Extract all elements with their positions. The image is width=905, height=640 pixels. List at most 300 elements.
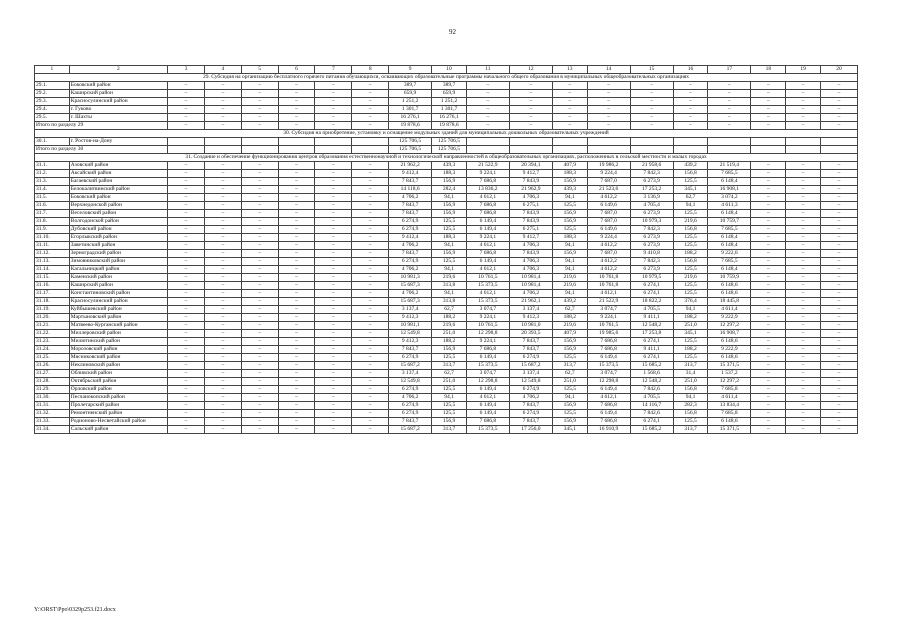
value-cell: – xyxy=(786,346,821,354)
district-name: Белокалитвинский район xyxy=(69,186,167,194)
value-cell: – xyxy=(168,362,205,370)
value-cell: 94,1 xyxy=(432,290,467,298)
value-cell: 439,3 xyxy=(552,186,587,194)
value-cell xyxy=(466,146,509,154)
row-number: 31.5. xyxy=(35,194,70,202)
value-cell: 1 251,2 xyxy=(432,98,467,106)
value-cell: – xyxy=(278,122,315,130)
value-cell xyxy=(552,146,587,154)
value-cell: 62,7 xyxy=(432,306,467,314)
value-cell: 6 148,6 xyxy=(708,338,751,346)
value-cell: – xyxy=(821,234,858,242)
value-cell xyxy=(241,146,278,154)
value-cell: 125,5 xyxy=(432,386,467,394)
value-cell: 9 410,8 xyxy=(630,250,673,258)
value-cell: – xyxy=(352,90,389,98)
value-cell: 219,6 xyxy=(552,322,587,330)
value-cell: – xyxy=(204,234,241,242)
value-cell: – xyxy=(786,362,821,370)
value-cell: – xyxy=(241,306,278,314)
value-cell: – xyxy=(278,90,315,98)
value-cell: – xyxy=(352,178,389,186)
value-cell: – xyxy=(168,186,205,194)
value-cell xyxy=(241,138,278,146)
value-cell: 156,9 xyxy=(432,250,467,258)
value-cell: – xyxy=(786,242,821,250)
value-cell: 12 298,8 xyxy=(466,330,509,338)
value-cell: – xyxy=(168,114,205,122)
value-cell: 219,6 xyxy=(552,282,587,290)
value-cell: – xyxy=(278,106,315,114)
value-cell xyxy=(630,138,673,146)
value-cell: 188,2 xyxy=(673,346,708,354)
value-cell: – xyxy=(278,98,315,106)
value-cell: – xyxy=(168,266,205,274)
value-cell: 94,1 xyxy=(432,266,467,274)
value-cell: – xyxy=(241,322,278,330)
table-row xyxy=(35,258,858,266)
value-cell: 125,5 xyxy=(673,282,708,290)
column-number-cell: 10 xyxy=(432,66,467,74)
value-cell: 125,5 xyxy=(673,354,708,362)
district-name: Миллеровский район xyxy=(69,330,167,338)
value-cell: – xyxy=(168,122,205,130)
value-cell: – xyxy=(204,82,241,90)
table-row xyxy=(35,226,858,234)
value-cell: 4 611,3 xyxy=(708,202,751,210)
value-cell: 156,9 xyxy=(552,346,587,354)
value-cell: 7 685,8 xyxy=(708,410,751,418)
value-cell: – xyxy=(278,114,315,122)
table-row xyxy=(35,218,858,226)
value-cell: 125,5 xyxy=(673,178,708,186)
value-cell: 9 222,9 xyxy=(708,346,751,354)
value-cell: – xyxy=(821,178,858,186)
value-cell: – xyxy=(241,362,278,370)
value-cell: – xyxy=(168,170,205,178)
value-cell: 156,9 xyxy=(552,218,587,226)
value-cell: – xyxy=(241,82,278,90)
value-cell: – xyxy=(673,82,708,90)
value-cell: – xyxy=(751,322,786,330)
value-cell: – xyxy=(751,386,786,394)
row-number: 31.25. xyxy=(35,354,70,362)
value-cell: – xyxy=(509,122,552,130)
value-cell: – xyxy=(466,90,509,98)
value-cell: 10 761,5 xyxy=(466,322,509,330)
value-cell: 156,8 xyxy=(673,226,708,234)
value-cell: 7 843,7 xyxy=(509,418,552,426)
value-cell: – xyxy=(168,394,205,402)
value-cell: 7 686,8 xyxy=(587,402,630,410)
value-cell: – xyxy=(278,178,315,186)
value-cell: – xyxy=(821,426,858,434)
value-cell: 19 878,6 xyxy=(432,122,467,130)
value-cell: 7 686,8 xyxy=(466,178,509,186)
value-cell: 156,9 xyxy=(432,418,467,426)
value-cell: – xyxy=(204,314,241,322)
value-cell: – xyxy=(352,354,389,362)
row-number: 31.16. xyxy=(35,282,70,290)
value-cell: – xyxy=(786,90,821,98)
value-cell: 219,6 xyxy=(673,218,708,226)
value-cell: – xyxy=(204,282,241,290)
file-path-footer: Y:\ORST\Ppo\0329p253.f21.docx xyxy=(34,607,116,613)
value-cell: – xyxy=(315,298,352,306)
value-cell: – xyxy=(751,98,786,106)
value-cell: – xyxy=(241,106,278,114)
value-cell: 3 074,2 xyxy=(708,194,751,202)
value-cell: – xyxy=(168,418,205,426)
value-cell: 9 224,1 xyxy=(466,338,509,346)
value-cell: 125,5 xyxy=(552,354,587,362)
value-cell: – xyxy=(786,122,821,130)
value-cell: 6 274,1 xyxy=(630,338,673,346)
table-row xyxy=(35,410,858,418)
value-cell: – xyxy=(786,266,821,274)
value-cell: 4 706,2 xyxy=(389,194,432,202)
value-cell: – xyxy=(786,378,821,386)
row-number: 31.28. xyxy=(35,378,70,386)
value-cell: 15 373,5 xyxy=(466,362,509,370)
value-cell: – xyxy=(352,306,389,314)
value-cell: – xyxy=(315,274,352,282)
value-cell: 7 843,7 xyxy=(509,346,552,354)
table-row xyxy=(35,354,858,362)
value-cell: – xyxy=(278,186,315,194)
value-cell xyxy=(352,138,389,146)
row-number: 31.17. xyxy=(35,290,70,298)
value-cell: – xyxy=(352,218,389,226)
value-cell: – xyxy=(786,426,821,434)
district-name: Сальский район xyxy=(69,426,167,434)
value-cell: 13 834,4 xyxy=(708,402,751,410)
district-name: Егорлыкский район xyxy=(69,234,167,242)
value-cell: 4 612,1 xyxy=(466,194,509,202)
value-cell: – xyxy=(786,218,821,226)
value-cell: 659,9 xyxy=(389,90,432,98)
column-number-cell: 15 xyxy=(630,66,673,74)
value-cell: – xyxy=(315,402,352,410)
value-cell: 10 979,5 xyxy=(630,274,673,282)
value-cell: – xyxy=(168,274,205,282)
value-cell: – xyxy=(168,98,205,106)
value-cell: 94,1 xyxy=(552,290,587,298)
value-cell: – xyxy=(352,346,389,354)
value-cell: 439,2 xyxy=(673,162,708,170)
value-cell: 4 706,3 xyxy=(509,242,552,250)
table-row xyxy=(35,106,858,114)
value-cell: – xyxy=(821,90,858,98)
district-name: Багаевский район xyxy=(69,178,167,186)
value-cell: – xyxy=(168,322,205,330)
value-cell: – xyxy=(278,378,315,386)
value-cell: – xyxy=(630,114,673,122)
budget-table xyxy=(34,65,858,434)
value-cell: – xyxy=(786,394,821,402)
row-number: 31.34. xyxy=(35,426,70,434)
value-cell: – xyxy=(751,106,786,114)
value-cell: 21 523,6 xyxy=(587,186,630,194)
value-cell: 3 137,4 xyxy=(509,306,552,314)
value-cell: – xyxy=(821,202,858,210)
value-cell: – xyxy=(315,362,352,370)
value-cell: – xyxy=(278,250,315,258)
value-cell: 6 274,9 xyxy=(389,402,432,410)
value-cell: – xyxy=(751,186,786,194)
column-number-cell: 20 xyxy=(821,66,858,74)
value-cell: – xyxy=(241,346,278,354)
table-row xyxy=(35,274,858,282)
value-cell: – xyxy=(204,186,241,194)
value-cell: – xyxy=(168,194,205,202)
value-cell: – xyxy=(168,386,205,394)
value-cell: 156,9 xyxy=(432,178,467,186)
value-cell: 7 843,7 xyxy=(509,338,552,346)
value-cell: – xyxy=(821,354,858,362)
column-number-cell: 16 xyxy=(673,66,708,74)
row-number: 31.31. xyxy=(35,402,70,410)
column-number-cell: 12 xyxy=(509,66,552,74)
value-cell: – xyxy=(352,114,389,122)
district-name: Зимовниковский район xyxy=(69,258,167,266)
value-cell: – xyxy=(168,346,205,354)
table-row xyxy=(35,418,858,426)
value-cell: 4 611,4 xyxy=(708,394,751,402)
value-cell: – xyxy=(241,282,278,290)
value-cell xyxy=(630,146,673,154)
district-name: Веселовский район xyxy=(69,210,167,218)
value-cell: 15 687,3 xyxy=(389,282,432,290)
district-name: Морозовский район xyxy=(69,346,167,354)
row-number: 29.1. xyxy=(35,82,70,90)
value-cell: 9 224,1 xyxy=(466,314,509,322)
district-name: Зерноградский район xyxy=(69,250,167,258)
value-cell: – xyxy=(204,306,241,314)
value-cell: – xyxy=(168,202,205,210)
district-name: Заветинский район xyxy=(69,242,167,250)
value-cell: – xyxy=(241,298,278,306)
district-name: Ремонтненский район xyxy=(69,410,167,418)
row-number: 31.11. xyxy=(35,242,70,250)
value-cell: 16 908,1 xyxy=(708,186,751,194)
value-cell: 4 612,2 xyxy=(587,258,630,266)
value-cell: – xyxy=(786,170,821,178)
value-cell: 6 149,4 xyxy=(466,218,509,226)
value-cell: 4 706,3 xyxy=(509,194,552,202)
value-cell: – xyxy=(204,354,241,362)
value-cell: 6 149,4 xyxy=(466,402,509,410)
value-cell: 251,0 xyxy=(552,378,587,386)
district-name: Верхнедонской район xyxy=(69,202,167,210)
value-cell: 12 298,8 xyxy=(466,378,509,386)
value-cell: – xyxy=(241,418,278,426)
value-cell: – xyxy=(168,226,205,234)
table-row xyxy=(35,362,858,370)
value-cell: – xyxy=(751,266,786,274)
value-cell: – xyxy=(204,122,241,130)
district-name: Мясниковский район xyxy=(69,354,167,362)
value-cell: – xyxy=(786,330,821,338)
value-cell: 9 412,4 xyxy=(389,170,432,178)
value-cell: – xyxy=(751,418,786,426)
value-cell: – xyxy=(315,418,352,426)
section-heading-row xyxy=(35,74,858,82)
value-cell: – xyxy=(315,290,352,298)
value-cell: – xyxy=(352,162,389,170)
value-cell: – xyxy=(708,98,751,106)
value-cell: – xyxy=(315,178,352,186)
row-number: 30.1. xyxy=(35,138,70,146)
row-number: 29.3. xyxy=(35,98,70,106)
value-cell: – xyxy=(241,242,278,250)
value-cell: 7 686,8 xyxy=(587,418,630,426)
value-cell: – xyxy=(352,394,389,402)
row-number: 31.10. xyxy=(35,234,70,242)
value-cell: 4 705,4 xyxy=(630,202,673,210)
value-cell: – xyxy=(352,370,389,378)
row-number: 31.14. xyxy=(35,266,70,274)
value-cell: – xyxy=(821,338,858,346)
value-cell: – xyxy=(821,226,858,234)
table-row xyxy=(35,82,858,90)
value-cell: – xyxy=(751,242,786,250)
value-cell: 3 137,4 xyxy=(389,370,432,378)
value-cell: 389,7 xyxy=(389,82,432,90)
value-cell: 7 687,0 xyxy=(587,210,630,218)
value-cell: 4 612,2 xyxy=(587,266,630,274)
value-cell: 6 148,6 xyxy=(708,418,751,426)
value-cell: – xyxy=(315,410,352,418)
row-number: 31.8. xyxy=(35,218,70,226)
value-cell: 21 522,9 xyxy=(466,162,509,170)
value-cell: – xyxy=(708,114,751,122)
value-cell: – xyxy=(315,258,352,266)
value-cell: – xyxy=(168,242,205,250)
value-cell: 6 148,4 xyxy=(708,266,751,274)
value-cell: – xyxy=(751,290,786,298)
value-cell: 12 548,2 xyxy=(630,378,673,386)
value-cell: 251,0 xyxy=(432,378,467,386)
value-cell: – xyxy=(204,290,241,298)
value-cell: – xyxy=(630,122,673,130)
value-cell: 4 705,5 xyxy=(630,394,673,402)
value-cell: – xyxy=(821,186,858,194)
value-cell: – xyxy=(278,306,315,314)
value-cell: – xyxy=(278,226,315,234)
value-cell: 6 148,6 xyxy=(708,282,751,290)
value-cell: 6 274,1 xyxy=(630,290,673,298)
value-cell: 7 685,8 xyxy=(708,386,751,394)
district-name: Боковский район xyxy=(69,194,167,202)
value-cell: 9 222,6 xyxy=(708,250,751,258)
value-cell: – xyxy=(352,314,389,322)
value-cell: – xyxy=(168,402,205,410)
value-cell: 94,1 xyxy=(552,258,587,266)
value-cell: 7 842,3 xyxy=(630,170,673,178)
value-cell: 4 706,2 xyxy=(389,242,432,250)
value-cell: 15 371,5 xyxy=(708,426,751,434)
value-cell: – xyxy=(352,426,389,434)
value-cell: 125,5 xyxy=(432,402,467,410)
value-cell: 125,5 xyxy=(552,410,587,418)
column-number-cell: 4 xyxy=(204,66,241,74)
value-cell: – xyxy=(466,98,509,106)
row-number: 31.7. xyxy=(35,210,70,218)
value-cell: – xyxy=(278,370,315,378)
value-cell: 3 136,9 xyxy=(630,194,673,202)
value-cell: – xyxy=(509,114,552,122)
total-label: Итого по разделу 30 xyxy=(35,146,168,154)
value-cell: 62,7 xyxy=(552,370,587,378)
value-cell: – xyxy=(751,274,786,282)
value-cell: 9 412,3 xyxy=(389,314,432,322)
value-cell: – xyxy=(786,98,821,106)
value-cell: – xyxy=(315,386,352,394)
value-cell: – xyxy=(241,314,278,322)
value-cell: – xyxy=(352,106,389,114)
page-number: 92 xyxy=(449,28,456,36)
value-cell: – xyxy=(751,250,786,258)
value-cell: – xyxy=(204,258,241,266)
value-cell: – xyxy=(278,210,315,218)
value-cell: 125 706,5 xyxy=(432,138,467,146)
value-cell: – xyxy=(587,122,630,130)
district-name: г. Ростов-на-Дону xyxy=(69,138,167,146)
value-cell: – xyxy=(786,282,821,290)
table-row xyxy=(35,386,858,394)
value-cell: 282,3 xyxy=(673,402,708,410)
value-cell: 6 274,1 xyxy=(630,418,673,426)
column-number-cell: 9 xyxy=(389,66,432,74)
value-cell: – xyxy=(241,370,278,378)
district-name: Красносулинский район xyxy=(69,298,167,306)
row-number: 31.30. xyxy=(35,394,70,402)
column-number-cell: 18 xyxy=(751,66,786,74)
value-cell: – xyxy=(278,330,315,338)
value-cell: 7 842,3 xyxy=(630,226,673,234)
value-cell: 17 256,0 xyxy=(509,426,552,434)
value-cell: – xyxy=(278,162,315,170)
value-cell: – xyxy=(168,378,205,386)
value-cell: – xyxy=(204,242,241,250)
value-cell: 313,7 xyxy=(432,362,467,370)
district-name: Родионово-Несветайский район xyxy=(69,418,167,426)
district-name: Азовский район xyxy=(69,162,167,170)
value-cell xyxy=(466,138,509,146)
value-cell: 219,6 xyxy=(432,322,467,330)
value-cell: 313,8 xyxy=(432,282,467,290)
value-cell: – xyxy=(821,418,858,426)
value-cell: 125,5 xyxy=(432,410,467,418)
value-cell: – xyxy=(168,178,205,186)
value-cell: 4 612,2 xyxy=(587,194,630,202)
value-cell: – xyxy=(552,90,587,98)
value-cell: 7 843,9 xyxy=(509,178,552,186)
value-cell: – xyxy=(278,274,315,282)
value-cell: 125,5 xyxy=(673,242,708,250)
district-name: Куйбышевский район xyxy=(69,306,167,314)
value-cell: – xyxy=(278,322,315,330)
value-cell: – xyxy=(751,122,786,130)
value-cell: 6 274,9 xyxy=(509,354,552,362)
value-cell: – xyxy=(352,98,389,106)
value-cell: 10 759,9 xyxy=(708,274,751,282)
value-cell: – xyxy=(786,194,821,202)
value-cell: 125,5 xyxy=(673,418,708,426)
value-cell: 7 686,8 xyxy=(466,418,509,426)
value-cell: – xyxy=(630,82,673,90)
